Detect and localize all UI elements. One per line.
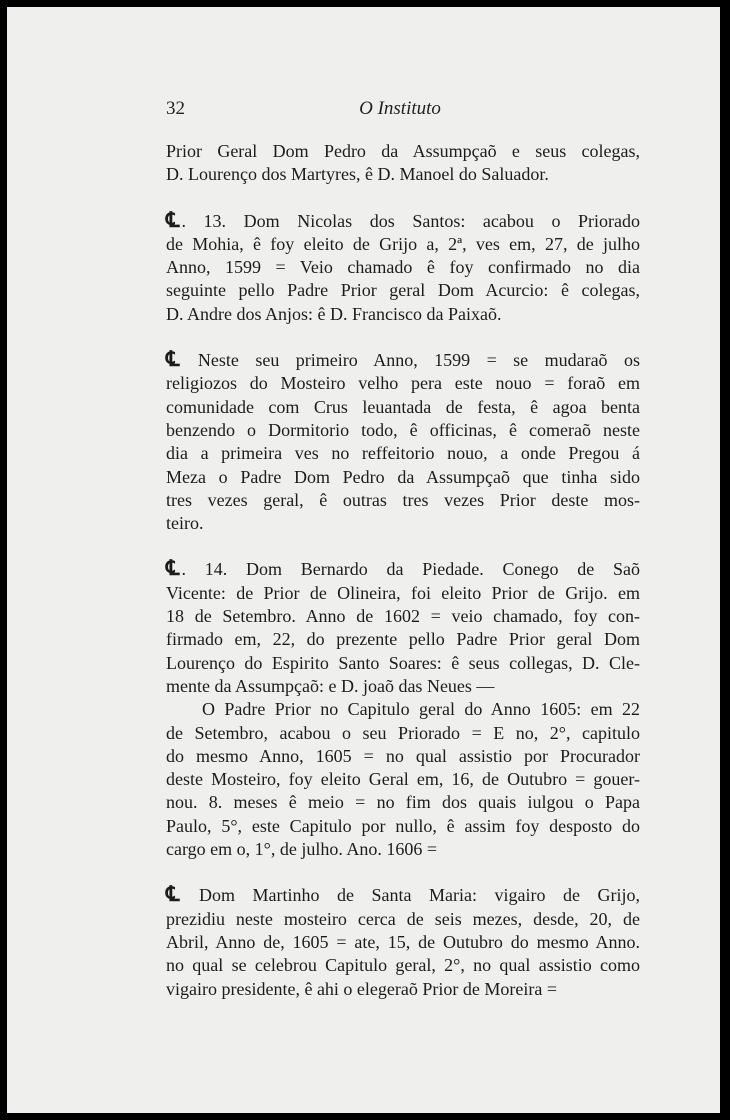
text-line: deste Mosteiro, foy eleito Geral em, 16, de Outubro = gouer- (166, 769, 640, 790)
text-line: ℄ Dom Martinho de Santa Maria: vigairo de Grijo, (166, 882, 641, 907)
text-line: benzendo o Dormitorio todo, ê officinas, ê comeraõ neste (166, 419, 640, 440)
text-line: ℄ . 14. Dom Bernardo da Piedade. Conego de Saõ (166, 556, 640, 581)
text-line: teiro. (166, 513, 204, 534)
text-line: 18 de Setembro. Anno de 1602 = veio chamado, foy con- (166, 606, 640, 627)
text-line: D. Lourenço dos Martyres, ê D. Manoel do Saluador. (166, 164, 549, 185)
text-line: do mesmo Anno, 1605 = no qual assistio por Procurador (166, 745, 640, 766)
text-line: de Mohia, ê foy eleito de Grijo a, 2ª, ves em, 27, de julho (166, 233, 640, 254)
paragraph-mark-icon: ℄ (166, 556, 180, 581)
text-line: religiozos do Mosteiro velho pera este nouo = foraõ em (166, 373, 640, 394)
paragraph (166, 348, 640, 535)
text-line: Lourenço do Espirito Santo Soares: ê seus collegas, D. Cle- (166, 652, 640, 673)
page-number: 32 (166, 98, 185, 119)
body-text (166, 140, 640, 1001)
text-line: Vicente: de Prior de Olineira, foi eleito Prior de Grijo. em (166, 582, 640, 603)
paragraph-mark-icon: ℄ (166, 207, 180, 232)
paragraph (166, 698, 640, 861)
text-line: Prior Geral Dom Pedro da Assumpçaõ e seus colegas, (166, 141, 640, 161)
text-line: ℄ . 13. Dom Nicolas dos Santos: acabou o Priorado (166, 207, 640, 232)
text-line: vigairo presidente, ê ahi o elegeraõ Prior de Moreira = (166, 978, 557, 999)
text-line: Abril, Anno de, 1605 = ate, 15, de Outubro do mesmo Anno. (166, 931, 640, 952)
text-line: seguinte pello Padre Prior geral Dom Acurcio: ê colegas, (166, 280, 640, 301)
text-line: O Padre Prior no Capitulo geral do Anno 1605: em 22 (202, 699, 640, 720)
text-line: mente da Assumpçaõ: e D. joaõ das Neues — (166, 675, 495, 696)
text-line: Meza o Padre Dom Pedro da Assumpçaõ que tinha sido (166, 466, 640, 487)
text-line: cargo em o, 1°, de julho. Ano. 1606 = (166, 839, 437, 860)
text-line: prezidiu neste mosteiro cerca de seis mezes, desde, 20, de (166, 908, 640, 929)
text-line: firmado em, 22, do prezente pello Padre Prior geral Dom (166, 629, 640, 650)
text-line: nou. 8. meses ê meio = no fim dos quais iulgou o Papa (166, 792, 640, 813)
text-line: D. Andre dos Anjos: ê D. Francisco da Paixaõ. (166, 303, 502, 324)
text-line: tres vezes geral, ê outras tres vezes Prior deste mos- (166, 489, 640, 510)
text-line: comunidade com Crus leuantada de festa, ê agoa benta (166, 396, 640, 417)
paragraph-mark-icon: ℄ (166, 882, 180, 907)
text-line: de Setembro, acabou o seu Priorado = E no, 2°, capitulo (166, 722, 640, 743)
text-line: no qual se celebrou Capitulo geral, 2°, no qual assistio como (166, 955, 640, 976)
paragraph (166, 883, 640, 1000)
text-line: dia a primeira ves no reffeitorio nouo, a onde Pregou á (166, 443, 640, 464)
text-line: ℄ Neste seu primeiro Anno, 1599 = se mudaraõ os (166, 347, 640, 372)
paragraph (166, 557, 640, 698)
paragraph-mark-icon: ℄ (166, 347, 180, 372)
running-title: O Instituto (359, 98, 441, 119)
text-line: Paulo, 5°, este Capitulo por nullo, ê assim foy desposto do (166, 815, 640, 836)
page-header (160, 98, 640, 122)
paragraph (166, 140, 640, 187)
text-line: Anno, 1599 = Veio chamado ê foy confirmado no dia (166, 257, 640, 278)
paragraph (166, 209, 640, 326)
